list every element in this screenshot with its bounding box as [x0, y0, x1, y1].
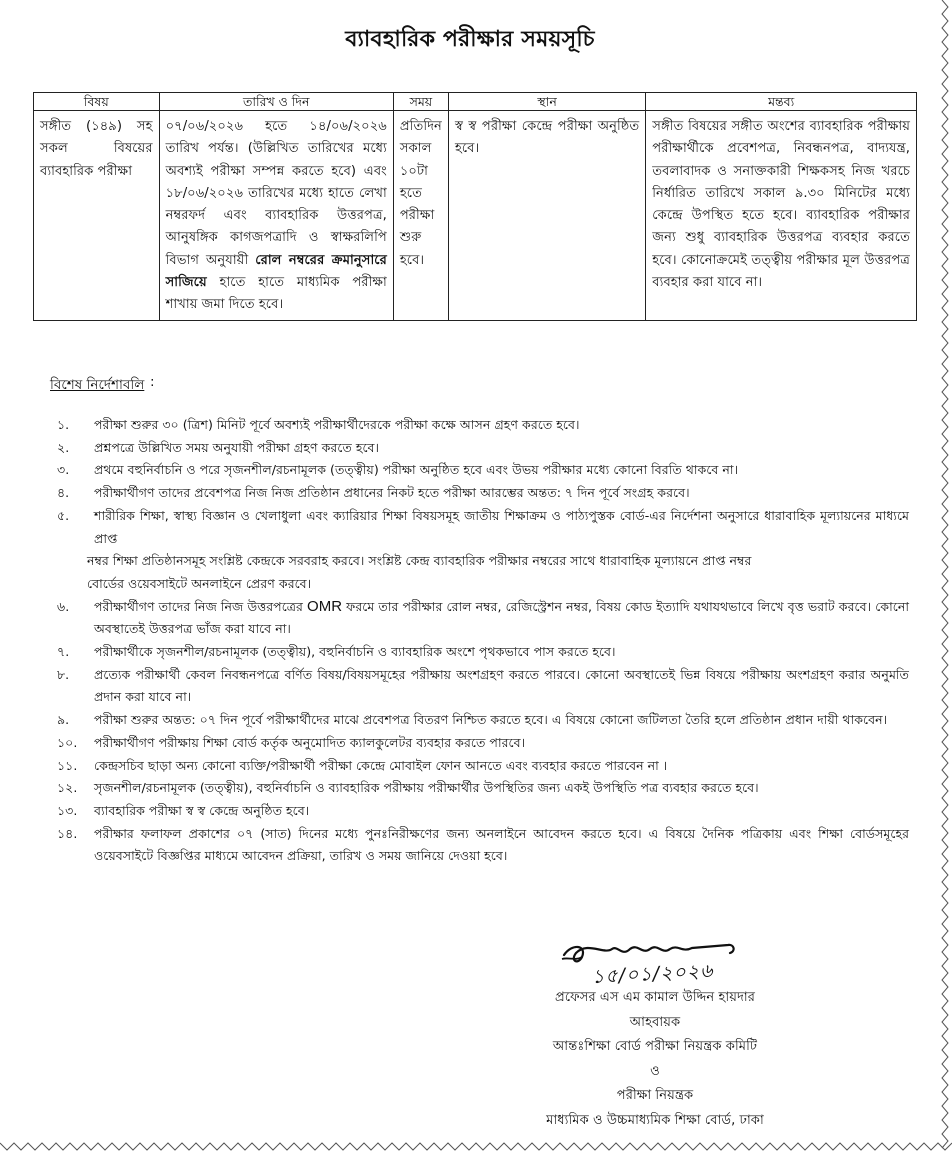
note-number: ১২.: [57, 780, 78, 796]
note-text: [94, 709, 909, 732]
signatory-and: ও: [650, 1063, 660, 1079]
note-line: পরীক্ষা শুরুর অন্তত: ০৭ দিন পূর্বে পরীক্ষার্থীদের মাঝে প্রবেশপত্র বিতরণ নিশ্চিত করতে হবে। এ বিষয়ে কোনো জটিলতা তৈরি হলে প্রতিষ্ঠান প্রধান দায়ী থাকবেন।: [94, 712, 888, 728]
document-title: ব্যাবহারিক পরীক্ষার সময়সূচি: [345, 27, 595, 52]
list-item: [57, 823, 909, 868]
cell-time: প্রতিদিন সকাল ১০টা হতে পরীক্ষা শুরু হবে।: [393, 111, 448, 321]
list-item: [57, 459, 909, 482]
notes-list: [57, 414, 909, 868]
list-item: [57, 777, 909, 800]
note-text: [94, 664, 909, 709]
note-text: [94, 641, 909, 664]
note-line: ব্যাবহারিক পরীক্ষা স্ব স্ব কেন্দ্রে অনুষ্ঠিত হবে।: [94, 802, 310, 818]
signatory-name: প্রফেসর এস এম কামাল উদ্দিন হায়দার: [554, 990, 756, 1005]
note-line: কেন্দ্রসচিব ছাড়া অন্য কোনো ব্যক্তি/পরীক্ষার্থী পরীক্ষা কেন্দ্রে মোবাইল ফোন আনতে এবং ব্যবহার করতে পারবেন না ।: [94, 757, 668, 773]
cell-remarks: সঙ্গীত বিষয়ের সঙ্গীত অংশের ব্যাবহারিক পরীক্ষায় পরীক্ষার্থীকে প্রবেশপত্র, নিবন্ধনপত্র, বাদ্যযন্ত্র, তবলাবাদক ও সনাক্তকারী শিক্ষকসহ নিজ খরচে নির্ধারিত তারিখে সকাল ৯.৩০ মিনিটের মধ্যে কেন্দ্রে উপস্থিত হতে হবে। ব্যাবহারিক পরীক্ষার জন্য শুধু ব্যাবহারিক উত্তরপত্র ব্যবহার করতে হবে। কোনোক্রমেই তত্ত্বীয় পরীক্ষার মূল উত্তরপত্র ব্যবহার করা যাবে না।: [646, 111, 917, 321]
list-item: [57, 482, 909, 505]
signatory-role-convener: আহবায়ক: [629, 1014, 681, 1030]
note-line: প্রশ্নপত্রে উল্লিখিত সময় অনুযায়ী পরীক্ষা গ্রহণ করতে হবে।: [94, 439, 380, 455]
list-item: [57, 755, 909, 778]
list-item: [57, 437, 909, 460]
cell-place: স্ব স্ব পরীক্ষা কেন্দ্রে পরীক্ষা অনুষ্ঠিত হবে।: [448, 111, 645, 321]
signatory-committee: আন্তঃশিক্ষা বোর্ড পরীক্ষা নিয়ন্ত্রক কমিটি: [552, 1039, 758, 1054]
note-line: নম্বর শিক্ষা প্রতিষ্ঠানসমূহ সংশ্লিষ্ট কেন্দ্রকে সরবরাহ করবে। সংশ্লিষ্ট কেন্দ্র ব্যাবহারিক পরীক্ষার নম্বরের সাথে ধারাবাহিক মূল্যায়নে প্রাপ্ত নম্বর: [87, 553, 752, 569]
list-item: [57, 709, 909, 732]
note-line: পরীক্ষা শুরুর ৩০ (ত্রিশ) মিনিট পূর্বে অবশ্যই পরীক্ষার্থীদেরকে পরীক্ষা কক্ষে আসন গ্রহণ করতে হবে।: [94, 417, 580, 432]
torn-edge-right: [938, 0, 952, 1154]
note-number: ১৩.: [57, 802, 78, 818]
header-remarks: মন্তব্য: [646, 93, 917, 111]
cell-date: [159, 111, 393, 321]
note-line: পরীক্ষার্থীগণ তাদের প্রবেশপত্র নিজ নিজ প্রতিষ্ঠান প্রধানের নিকট হতে পরীক্ষা আরম্ভের অন্তত: ৭ দিন পূর্বে সংগ্রহ করবে।: [94, 485, 690, 501]
note-text: [94, 732, 909, 755]
list-item: [57, 732, 909, 755]
note-text: [94, 800, 909, 823]
note-number: ১১.: [57, 757, 78, 773]
table-row: [34, 111, 917, 321]
note-line: বোর্ডের ওয়েবসাইটে অনলাইনে প্রেরণ করবে।: [87, 575, 312, 591]
signatory-role-controller: পরীক্ষা নিয়ন্ত্রক: [616, 1088, 694, 1103]
note-line: পরীক্ষার্থীকে সৃজনশীল/রচনামূলক (তত্ত্বীয়), বহুনির্বাচনি ও ব্যাবহারিক অংশে পৃথকভাবে পাস করতে হবে।: [94, 644, 616, 660]
note-line: পরীক্ষার্থীগণ পরীক্ষায় শিক্ষা বোর্ড কর্তৃক অনুমোদিত ক্যালকুলেটর ব্যবহার করতে পারবে।: [94, 734, 526, 750]
note-number: ৬.: [57, 598, 70, 614]
note-text: [94, 596, 909, 641]
note-text: [94, 777, 909, 800]
signature-date: ১৫/০১/২০২৬: [591, 959, 714, 989]
note-text: [94, 459, 909, 482]
table-header-row: [34, 93, 917, 111]
cell-subject: সঙ্গীত (১৪৯) সহ সকল বিষয়ের ব্যাবহারিক পরীক্ষা: [34, 111, 160, 321]
note-text: [94, 414, 909, 437]
note-line: সৃজনশীল/রচনামূলক (তত্ত্বীয়), বহুনির্বাচনি ও ব্যাবহারিক পরীক্ষায় পরীক্ষার্থীর উপস্থিতির জন্য একই উপস্থিতি পত্র ব্যবহার করতে হবে।: [94, 780, 759, 796]
note-number: ২.: [57, 439, 70, 455]
list-item: [57, 414, 909, 437]
note-number: ৯.: [57, 712, 70, 728]
note-line: প্রত্যেক পরীক্ষার্থী কেবল নিবন্ধনপত্রে বর্ণিত বিষয়/বিষয়সমূহের পরীক্ষায় অংশগ্রহণ করতে পারবে। কোনো অবস্থাতেই ভিন্ন বিষয়ে পরীক্ষায় অংশগ্রহণ করার অনুমতি প্রদান করা যাবে না।: [94, 666, 909, 705]
list-item: [57, 641, 909, 664]
note-text: [94, 823, 909, 868]
schedule-table: [33, 92, 917, 321]
note-text: [94, 437, 909, 460]
note-number: ৭.: [57, 644, 70, 660]
note-number: ১.: [57, 417, 70, 432]
date-text: ০৭/০৬/২০২৬ হতে ১৪/০৬/২০২৬ তারিখ পর্যন্ত। (উল্লিখিত তারিখের মধ্যে অবশ্যই পরীক্ষা সম্পন্ন করতে হবে) এবং ১৮/০৬/২০২৬ তারিখের মধ্যে হাতে লেখা নম্বরফর্দ এবং ব্যাবহারিক উত্তরপত্র, আনুষঙ্গিক কাগজপত্রাদি ও স্বাক্ষরলিপি বিভাগ অনুযায়ী: [165, 119, 387, 268]
note-text: [94, 755, 909, 778]
list-item: [57, 800, 909, 823]
note-number: ৪.: [57, 485, 70, 501]
date-text-end: হাতে হাতে মাধ্যমিক পরীক্ষা শাখায় জমা দিতে হবে।: [165, 275, 387, 313]
header-place: স্থান: [448, 93, 645, 111]
note-number: ৮.: [57, 666, 70, 682]
torn-edge-bottom: [0, 1138, 952, 1154]
signature-block: [470, 986, 840, 1133]
note-text: [94, 482, 909, 505]
header-time: সময়: [393, 93, 448, 111]
notes-heading: বিশেষ নির্দেশাবলি: [50, 377, 145, 393]
note-number: ১৪.: [57, 825, 78, 841]
note-number: ১০.: [57, 734, 78, 750]
list-item: [57, 596, 909, 641]
list-item: [57, 664, 909, 709]
signatory-board: মাধ্যমিক ও উচ্চমাধ্যমিক শিক্ষা বোর্ড, ঢাকা: [546, 1112, 764, 1128]
note-number: ৩.: [57, 462, 70, 478]
note-line: শারীরিক শিক্ষা, স্বাস্থ্য বিজ্ঞান ও খেলাধুলা এবং ক্যারিয়ার শিক্ষা বিষয়সমূহ জাতীয় শিক্ষাক্রম ও পাঠ্যপুস্তক বোর্ড-এর নির্দেশনা অনুসারে ধারাবাহিক মূল্যায়নের মাধ্যমে প্রাপ্ত: [94, 507, 909, 546]
omr-text: OMR: [307, 597, 343, 615]
note-number: ৫.: [57, 507, 70, 523]
note-text: [87, 505, 909, 596]
list-item: [57, 505, 909, 596]
header-subject: বিষয়: [34, 93, 160, 111]
note-line: প্রথমে বহুনির্বাচনি ও পরে সৃজনশীল/রচনামূলক (তত্ত্বীয়) পরীক্ষা অনুষ্ঠিত হবে এবং উভয় পরীক্ষার মধ্যে কোনো বিরতি থাকবে না।: [94, 462, 739, 478]
date-bold-text: রোল নম্বরের ক্রমানুসারে সাজিয়ে: [165, 252, 387, 291]
note-line: পরীক্ষার ফলাফল প্রকাশের ০৭ (সাত) দিনের মধ্যে পুনঃনিরীক্ষণের জন্য অনলাইনে আবেদন করতে হবে। এ বিষয়ে দৈনিক পত্রিকায় এবং শিক্ষা বোর্ডসমূহের ওয়েবসাইটে বিজ্ঞপ্তির মাধ্যমে আবেদন প্রক্রিয়া, তারিখ ও সময় জানিয়ে দেওয়া হবে।: [94, 825, 909, 864]
note-line: পরীক্ষার্থীগণ তাদের নিজ নিজ উত্তরপত্রের OMR ফরমে তার পরীক্ষার রোল নম্বর, রেজিস্ট্রেশন নম্বর, বিষয় কোড ইত্যাদি যথাযথভাবে লিখে বৃত্ত ভরাট করবে। কোনো অবস্থাতেই উত্তরপত্র ভাঁজ করা যাবে না।: [94, 597, 910, 637]
header-date: তারিখ ও দিন: [159, 93, 393, 111]
notes-heading-colon: :: [150, 374, 155, 390]
